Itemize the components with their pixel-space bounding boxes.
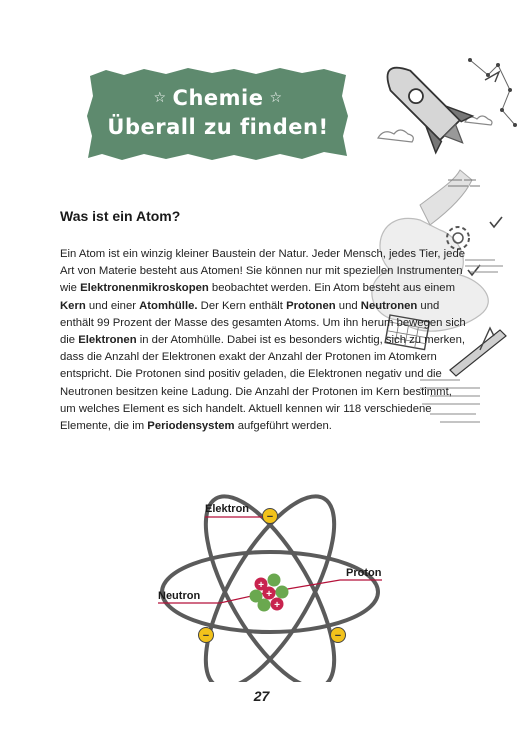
text-run: beobachtet werden. Ein Atom besteht aus einem [208, 282, 455, 295]
star-icon: ☆ [153, 90, 167, 106]
neutron [258, 599, 271, 612]
section-heading: Was ist ein Atom? [60, 208, 181, 224]
text-run: und [335, 299, 361, 312]
bold-term: Atomhülle. [139, 299, 198, 312]
text-run: und enthält 99 Prozent der Masse des gesamten Atoms. Um ihn herum bewegen sich die [60, 299, 466, 347]
svg-text:−: − [266, 511, 274, 523]
atom-diagram [150, 492, 390, 682]
neutron [268, 574, 281, 587]
bold-term: Elektronenmikroskopen [80, 282, 209, 295]
proton-sign: + [266, 589, 272, 600]
banner-line-1: Chemie [172, 86, 264, 110]
svg-text:−: − [202, 630, 210, 642]
label-electron: Elektron [205, 503, 250, 515]
electron [331, 628, 346, 643]
text-run: in der Atomhülle. Dabei ist es besonders wichtig, sich zu merken, dass die Anzahl der Elektronen exakt der Anzahl der Protonen im Atomkern entspricht. Die Protonen sind positiv geladen, die Elektronen negativ und die Neutronen besitzen keine Ladung. Die Anzahl der Protonen im Kern bestimmt, um welches Element es sich handelt. Aktuell kennen wir 118 verschiedene Elemente, die im [60, 334, 466, 433]
text-run: Ein Atom ist ein winzig kleiner Baustein der Natur. Jeder Mensch, jedes Tier, jede Art von Materie besteht aus Atomen! Sie können nur mit speziellen Instrumenten wie [60, 248, 466, 295]
bold-term: Protonen [286, 299, 336, 312]
svg-text:−: − [334, 630, 342, 642]
electron [263, 509, 278, 524]
text-run: und einer [85, 299, 140, 312]
page-number: 27 [253, 688, 270, 704]
nucleus [250, 574, 289, 612]
neutron [276, 586, 289, 599]
title-banner [84, 66, 352, 162]
electron [199, 628, 214, 643]
body-paragraph [60, 246, 470, 435]
label-proton: Proton [346, 567, 382, 579]
label-neutron: Neutron [158, 590, 201, 602]
banner-line-2: Überall zu finden! [107, 115, 329, 139]
bold-term: Periodensystem [147, 420, 235, 433]
proton-sign: + [274, 600, 280, 611]
bold-term: Neutronen [360, 299, 418, 312]
proton-sign: + [258, 580, 264, 591]
text-run: Der Kern enthält [197, 299, 287, 312]
bold-term: Elektronen [78, 334, 137, 347]
text-run: aufgeführt werden. [234, 420, 332, 433]
star-icon: ☆ [269, 90, 283, 106]
bold-term: Kern [60, 299, 86, 312]
